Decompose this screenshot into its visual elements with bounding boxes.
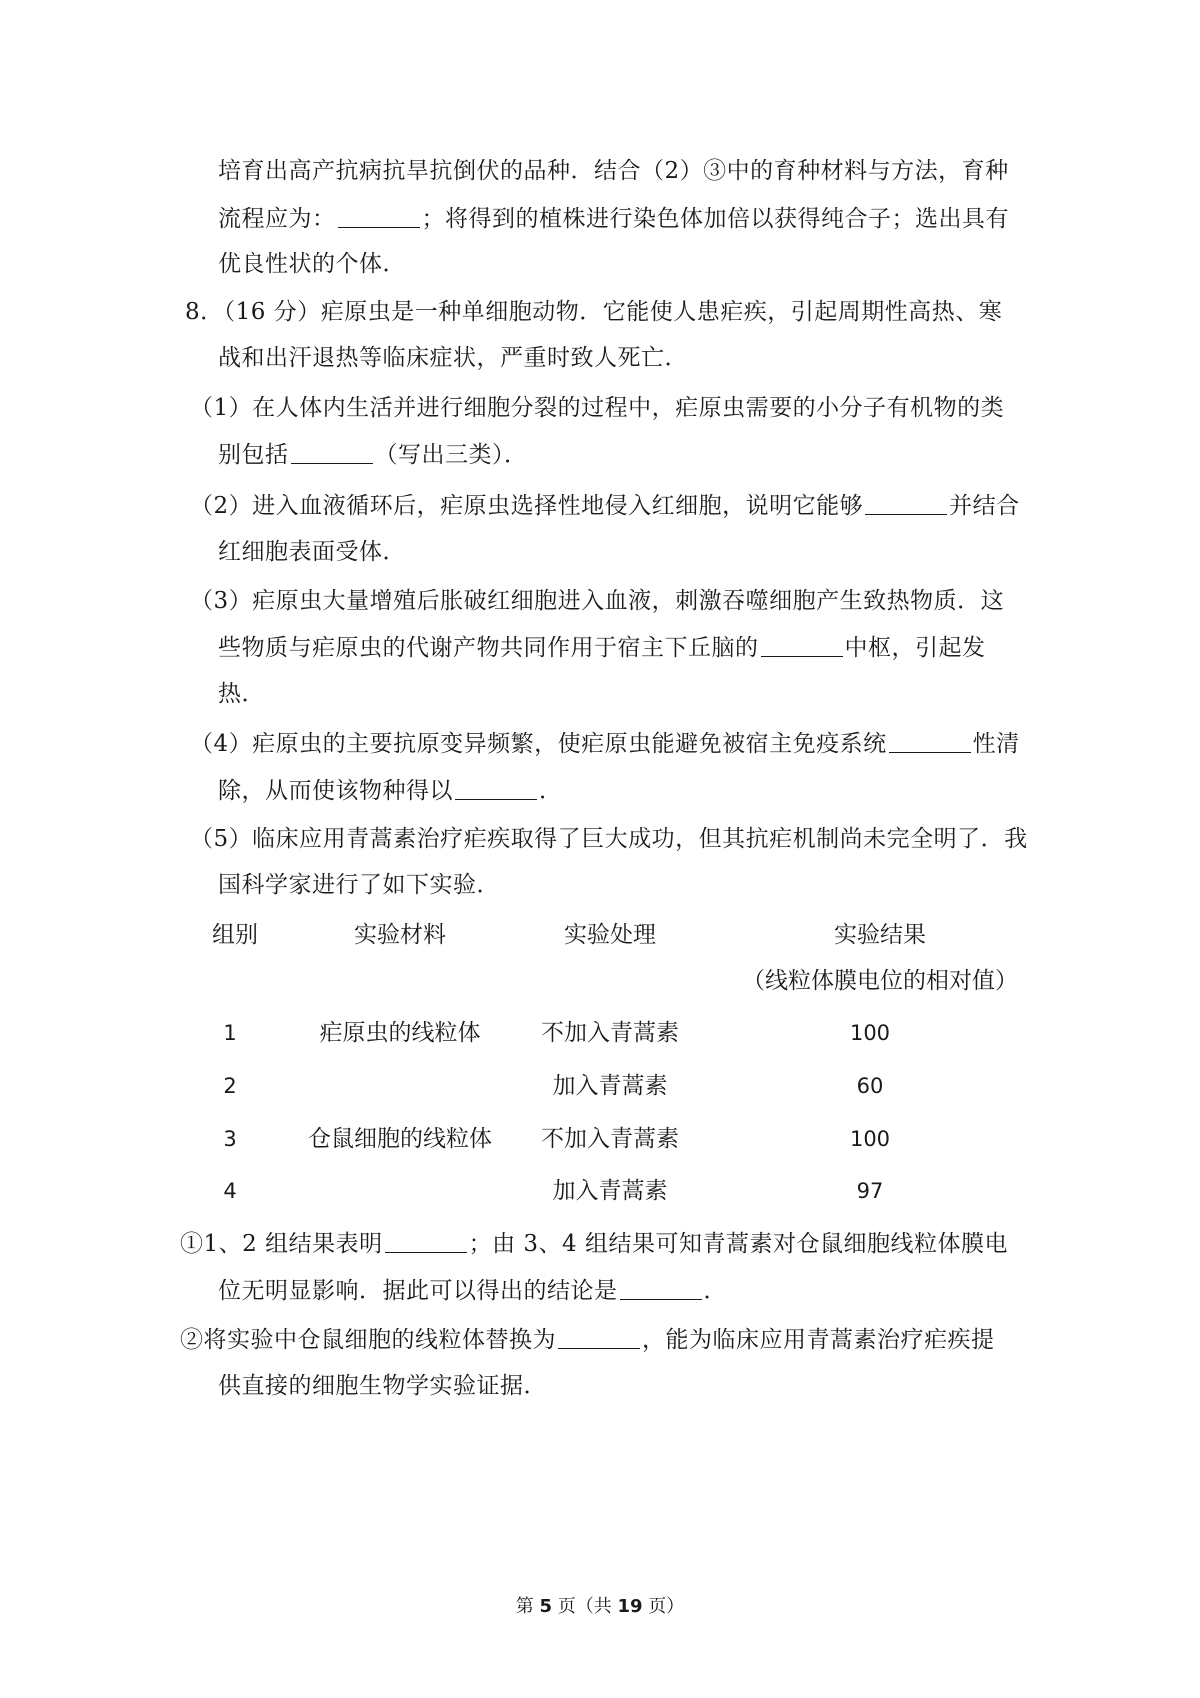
text-fragment: （4）疟原虫的主要抗原变异频繁，使疟原虫能避免被宿主免疫系统: [190, 731, 887, 757]
text-fragment: 除，从而使该物种得以: [218, 778, 453, 804]
text-fragment: ；将得到的植株进行染色体加倍以获得纯合子；选出具有: [421, 206, 1009, 232]
answer-blank[interactable]: [338, 203, 420, 228]
text-fragment: 性清: [972, 731, 1020, 757]
answer-blank[interactable]: [889, 728, 971, 753]
part-1-line-1: （1）在人体内生活并进行细胞分裂的过程中，疟原虫需要的小分子有机物的类: [190, 395, 1005, 421]
text-fragment: 并结合: [949, 493, 1020, 519]
question-8-stem-line-1: 8．（16 分）疟原虫是一种单细胞动物．它能使人患疟疾，引起周期性高热、寒: [185, 299, 1003, 325]
answer-blank[interactable]: [865, 490, 947, 515]
part-5-line-2: 国科学家进行了如下实验．: [218, 872, 500, 898]
page-footer: [0, 1595, 1200, 1619]
part-1-line-2: [218, 439, 528, 470]
table-cell-group: 2: [223, 1074, 237, 1098]
answer-blank[interactable]: [620, 1275, 702, 1300]
table-cell-material: 仓鼠细胞的线粒体: [308, 1126, 492, 1152]
part-4-line-1: [190, 728, 1020, 759]
text-fragment: 流程应为：: [218, 206, 336, 232]
text-fragment: ，能为临床应用青蒿素治疗疟疾提: [642, 1327, 995, 1353]
part-3-line-1: （3）疟原虫大量增殖后胀破红细胞进入血液，刺激吞噬细胞产生致热物质．这: [190, 588, 1005, 614]
table-cell-material: 疟原虫的线粒体: [319, 1020, 481, 1046]
part-3-line-2: [218, 632, 986, 663]
part-3-line-3: 热．: [218, 681, 265, 707]
table-cell-treatment: 不加入青蒿素: [541, 1020, 679, 1046]
text-fragment: ．: [539, 778, 563, 804]
total-pages: 19: [617, 1596, 643, 1617]
table-header-material: 实验材料: [354, 922, 446, 948]
page-number: 5: [539, 1596, 552, 1617]
table-cell-group: 4: [223, 1179, 237, 1203]
table-cell-treatment: 加入青蒿素: [552, 1178, 668, 1204]
continuation-line-2: [218, 203, 1009, 234]
table-cell-treatment: 不加入青蒿素: [541, 1126, 679, 1152]
text-fragment: 中枢，引起发: [844, 635, 986, 661]
subquestion-1-line-1: [180, 1228, 1008, 1259]
footer-text: 页）: [648, 1596, 685, 1617]
answer-blank[interactable]: [761, 632, 843, 657]
answer-blank[interactable]: [455, 775, 537, 800]
answer-blank[interactable]: [385, 1228, 467, 1253]
text-fragment: 位无明显影响．据此可以得出的结论是: [218, 1278, 618, 1304]
text-fragment: ②将实验中仓鼠细胞的线粒体替换为: [180, 1327, 556, 1353]
text-fragment: （2）进入血液循环后，疟原虫选择性地侵入红细胞，说明它能够: [190, 493, 864, 519]
subquestion-2-line-2: 供直接的细胞生物学实验证据．: [218, 1373, 547, 1399]
text-fragment: 些物质与疟原虫的代谢产物共同作用于宿主下丘脑的: [218, 635, 759, 661]
answer-blank[interactable]: [291, 439, 373, 464]
question-8-stem-line-2: 战和出汗退热等临床症状，严重时致人死亡．: [218, 345, 688, 371]
part-4-line-2: [218, 775, 563, 806]
text-fragment: ；由 3、4 组结果可知青蒿素对仓鼠细胞线粒体膜电: [468, 1231, 1008, 1257]
table-header-group: 组别: [212, 922, 258, 948]
footer-text: 页（共: [557, 1596, 612, 1617]
answer-blank[interactable]: [558, 1324, 640, 1349]
continuation-line-3: 优良性状的个体．: [218, 251, 406, 277]
table-header-treatment: 实验处理: [564, 922, 656, 948]
text-fragment: ①1、2 组结果表明: [180, 1231, 383, 1257]
text-fragment: ．: [703, 1278, 727, 1304]
table-cell-group: 3: [223, 1127, 237, 1151]
continuation-line-1: 培育出高产抗病抗旱抗倒伏的品种．结合（2）③中的育种材料与方法，育种: [218, 158, 1009, 184]
table-cell-result: 100: [849, 1021, 891, 1045]
part-5-line-1: （5）临床应用青蒿素治疗疟疾取得了巨大成功，但其抗疟机制尚未完全明了．我: [190, 826, 1028, 852]
table-cell-result: 100: [849, 1127, 891, 1151]
table-cell-result: 60: [856, 1074, 884, 1098]
subquestion-2-line-1: [180, 1324, 995, 1355]
footer-text: 第: [515, 1596, 534, 1617]
text-fragment: （写出三类）．: [374, 442, 528, 468]
part-2-line-1: [190, 490, 1020, 521]
table-cell-treatment: 加入青蒿素: [552, 1073, 668, 1099]
text-fragment: 别包括: [218, 442, 289, 468]
table-cell-result: 97: [856, 1179, 884, 1203]
part-2-line-2: 红细胞表面受体．: [218, 539, 406, 565]
table-cell-group: 1: [223, 1021, 237, 1045]
table-header-result-subtitle: （线粒体膜电位的相对值）: [742, 968, 1018, 994]
table-header-result: 实验结果: [834, 922, 926, 948]
subquestion-1-line-2: [218, 1275, 727, 1306]
